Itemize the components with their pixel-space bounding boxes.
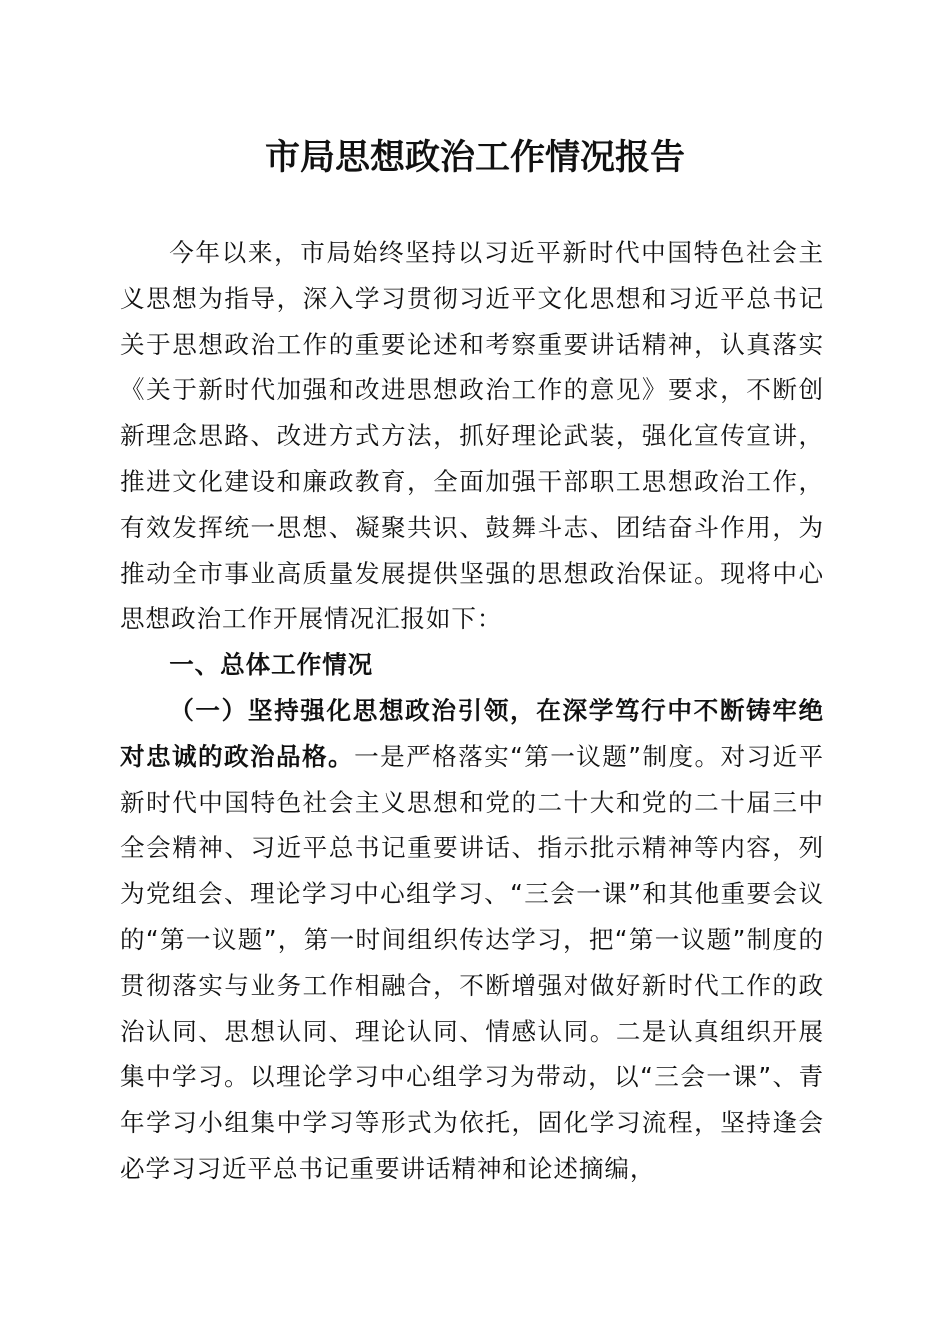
intro-paragraph: 今年以来，市局始终坚持以习近平新时代中国特色社会主义思想为指导，深入学习贯彻习近平文化思想和习近平总书记关于思想政治工作的重要论述和考察重要讲话精神，认真落实《关于新时代加强和改进思想政治工作的意见》要求，不断创新理念思路、改进方式方法，抓好理论武装，强化宣传宣讲，推进文化建设和廉政教育，全面加强干部职工思想政治工作，有效发挥统一思想、凝聚共识、鼓舞斗志、团结奋斗作用，为推动全市事业高质量发展提供坚强的思想政治保证。现将中心思想政治工作开展情况汇报如下： — [120, 238, 824, 634]
document-title: 市局思想政治工作情况报告 — [264, 137, 685, 178]
section-heading-overall-work: 一、总体工作情况 — [169, 650, 374, 680]
subsection-paragraph-political-guidance — [120, 688, 824, 1192]
document-body — [120, 230, 824, 1192]
subsection-heading-political-guidance: （一）坚持强化思想政治引领，在深学笃行中不断铸牢绝对忠诚的政治品格。 — [120, 695, 824, 771]
subsection-body-political-guidance: 一是严格落实“第一议题”制度。对习近平新时代中国特色社会主义思想和党的二十大和党的二十届三中全会精神、习近平总书记重要讲话、指示批示精神等内容，列为党组会、理论学习中心组学习、“三会一课”和其他重要会议的“第一议题”，第一时间组织传达学习，把“第一议题”制度的贯彻落实与业务工作相融合，不断增强对做好新时代工作的政治认同、思想认同、理论认同、情感认同。二是认真组织开展集中学习。以理论学习中心组学习为带动，以“三会一课”、青年学习小组集中学习等形式为依托，固化学习流程，坚持逢会必学习习近平总书记重要讲话精神和论述摘编， — [120, 741, 824, 1183]
